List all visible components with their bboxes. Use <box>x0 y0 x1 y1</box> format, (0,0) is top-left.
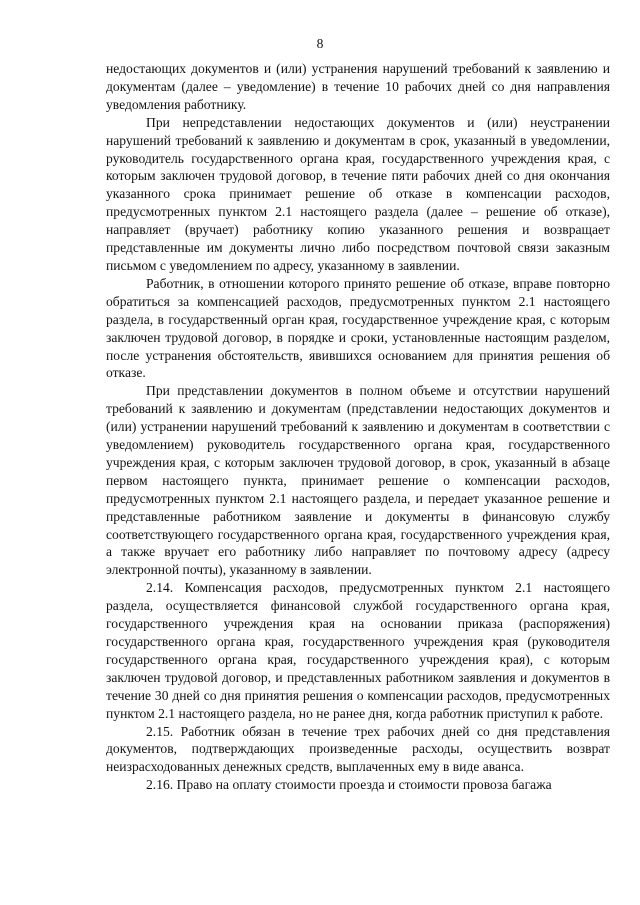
paragraph-2-15: 2.15. Работник обязан в течение трех рабочих дней со дня представления документов, подтверждающих произведенные расходы, осуществить возврат неизрасходованных денежных средств, выплаченных ему в виде аванса. <box>106 723 610 775</box>
page-number: 8 <box>316 36 324 51</box>
paragraph-refusal-decision: При непредставлении недостающих документов и (или) неустранении нарушений требований к заявлению и документам в срок, указанный в уведомлении, руководитель государственного органа края, государственного учреждения края, с которым заключен трудовой договор, в течение пяти рабочих дней со дня окончания указанного срока принимает решение об отказе в компенсации расходов, предусмотренных пунктом 2.1 настоящего раздела (далее – решение об отказе), направляет (вручает) работнику копию указанного решения и возвращает представленные им документы лично либо посредством почтовой связи заказным письмом с уведомлением по адресу, указанному в заявлении. <box>106 114 610 273</box>
paragraph-continuation: недостающих документов и (или) устранения нарушений требований к заявлению и документам (далее – уведомление) в течение 10 рабочих дней со дня направления уведомления работнику. <box>106 61 610 112</box>
paragraph-2-14: 2.14. Компенсация расходов, предусмотренных пунктом 2.1 настоящего раздела, осуществляется финансовой службой государственного органа края, государственного учреждения края на основании приказа (распоряжения) государственного органа края, государственного учреждения края (руководителя государственного органа края, государственного учреждения края), с которым заключен трудовой договор, и представленных работником заявления и документов в течение 30 дней со дня принятия решения о компенсации расходов, предусмотренных пунктом 2.1 настоящего раздела, но не ранее дня, когда работник приступил к работе. <box>106 580 610 721</box>
paragraph-compensation-decision: При представлении документов в полном объеме и отсутствии нарушений требований к заявлению и документам (представлении недостающих документов и (или) устранении нарушений требований к заявлению и документам в соответствии с уведомлением) руководитель государственного органа края, государственного учреждения края, с которым заключен трудовой договор, в срок, указанный в абзаце первом настоящего пункта, принимает решение о компенсации расходов, предусмотренных пунктом 2.1 настоящего раздела, и передает указанное решение и представленные работником заявление и документы в финансовую службу соответствующего государственного органа края, государственного учреждения края, а также вручает его работнику либо направляет по почтовому адресу (адресу электронной почты), указанному в заявлении. <box>106 383 610 578</box>
paragraph-repeat-application: Работник, в отношении которого принято решение об отказе, вправе повторно обратиться за компенсацией расходов, предусмотренных пунктом 2.1 настоящего раздела, в государственный орган края, государственное учреждение края, с которым заключен трудовой договор, в порядке и сроки, установленные настоящим разделом, после устранения обстоятельств, явившихся основанием для принятия решения об отказе. <box>106 275 610 381</box>
paragraph-2-16: 2.16. Право на оплату стоимости проезда и стоимости провоза багажа <box>146 777 552 793</box>
document-body <box>106 60 610 794</box>
